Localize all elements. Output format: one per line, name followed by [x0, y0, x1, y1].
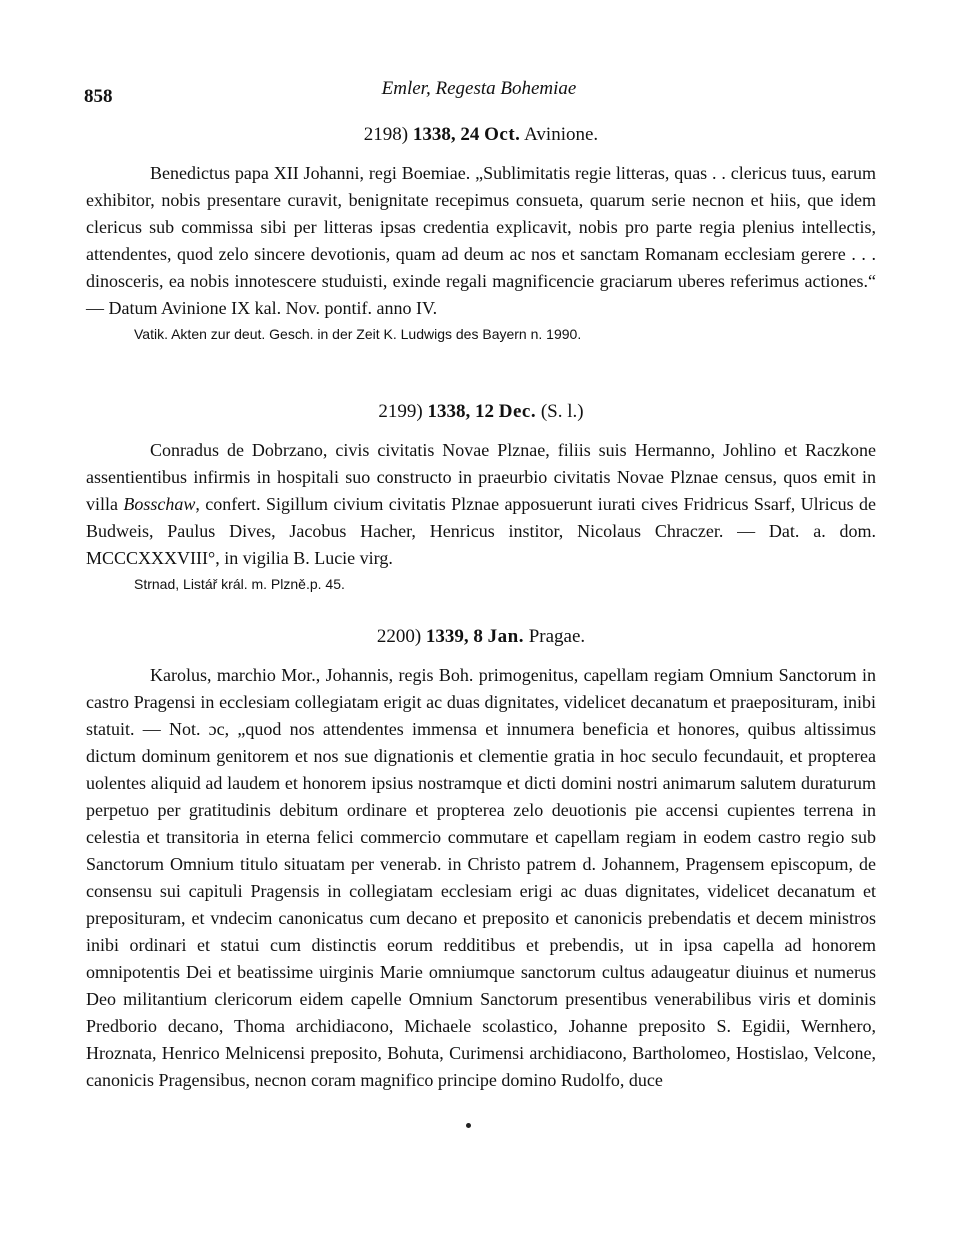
- entry-date: 1338, 24: [412, 124, 480, 145]
- entry-text-italic: Bosschaw: [123, 494, 196, 514]
- entry-place: Avinione.: [524, 124, 599, 145]
- entry-month: Dec.: [498, 401, 537, 422]
- entry-source: Vatik. Akten zur deut. Gesch. in der Zeit K. Ludwigs des Bayern n. 1990.: [134, 326, 582, 342]
- print-speck: [466, 1123, 471, 1128]
- entry-heading: [86, 626, 876, 648]
- entry-month: Oct.: [484, 124, 521, 145]
- entry-month: Jan.: [487, 626, 524, 647]
- entry-text: Benedictus papa XII Johanni, regi Boemiae. „Sublimitatis regie litteras, quas . . clericus tuus, earum exhibitor, nobis presentare curavit, benignitate recepimus consueta, quarum serie necnon et hiis, que idem clericus sub commissa sibi per litteras ipsas credentia explicavit, nobis pro parte regia plenius intellectis, attendentes, quod zelo sincere devotionis, quam ad deum ac nos et sanctam Romanam ecclesiam gerere . . . dinosceris, ea nobis innotescere studuisti, exinde regali magnificencie graciarum uberes referimus actiones.“ — Datum Avinione IX kal. Nov. pontif. anno IV.: [86, 163, 876, 318]
- entry-text: Karolus, marchio Mor., Johannis, regis Boh. primogenitus, capellam regiam Omnium Sanctorum in castro Pragensi in ecclesiam collegiatam erigit ac duas dignitates, videlicet decanatum et praeposituram, inibi statuit. — Not. ɔc, „quod nos attendentes immensa et innumera beneficia et honores, quibus altissimus dictum dominum genitorem et nos sue dignationis et clementie gratia in hoc seculo fecundauit, et propterea uolentes aliquid ad laudem et honorem ipsius nostramque et dicti domini nostri animarum salutem duraturum perpetuo per gratitudinis debitum ordinare et propterea zelo deuotionis pie accensi cupientes terrena in celestia et transitoria in eterna felici commercio commutare et capellam regiam in eodem castro regio sub Sanctorum Omnium titulo situatam per venerab. in Christo patrem d. Johannem, Pragensem episcopum, de consensu sui capituli Pragensis in collegiatam ecclesiam erigi ac duas dignitates, videlicet decanatum et preposituram, et vndecim canonicatus cum decano et preposito et canonicis prebendatis et decem ministros inibi ordinari et statui cum distinctis eorum redditibus et prebendis, ut in ipsa capella ad honorem omnipotentis Dei et beatissime uirginis Marie omniumque sanctorum cultus adaugeatur diuinus et numerus Deo militantium clericorum eidem capelle Omnium Sanctorum presentibus venerabilibus viris et dominis Predborio decano, Thoma archidiacono, Michaele scolastico, Johanne preposito S. Egidii, Wernhero, Hroznata, Henrico Melnicensi preposito, Bohuta, Curimensi archidiacono, Bartholomeo, Hostislao, Velcone, canonicis Pragensibus, necnon coram magnifico principe domino Rudolfo, duce: [86, 665, 876, 1090]
- entry-number: 2200): [376, 626, 422, 647]
- entry-place: (S. l.): [540, 401, 584, 422]
- regest-entry-2200: [86, 626, 876, 1094]
- entry-place: Pragae.: [528, 626, 586, 647]
- regest-entry-2199: [86, 401, 876, 594]
- entry-number: 2198): [363, 124, 409, 145]
- regest-entry-2198: [86, 124, 876, 344]
- entry-text-part: Conradus de Dobrzano, civis civitatis Novae Plznae, filiis suis Hermanno, Johlino et Raczkone assentientibus infirmis in hospitali suo constructo in praeurbio civitatis Novae Plznae census, quos emit in villa: [86, 440, 876, 514]
- entry-number: 2199): [378, 401, 423, 422]
- running-title: Emler, Regesta Bohemiae: [381, 78, 577, 99]
- entry-text-part: , confert. Sigillum civium civitatis Plznae apposuerunt iurati cives Fridricus Ssarf, Ulricus de Budweis, Paulus Dives, Jacobus Hacher, Henricus institor, Nicolaus Chraczer. — Dat. a. dom. MCCCXXXVIII°, in vigilia B. Lucie virg.: [86, 494, 877, 568]
- entry-date: 1338, 12: [427, 401, 494, 422]
- entry-date: 1339, 8: [425, 626, 483, 647]
- page-number: 858: [84, 86, 113, 107]
- entry-text: [86, 437, 876, 572]
- entry-source: Strnad, Listář král. m. Plzně.p. 45.: [134, 576, 345, 592]
- entry-heading: [86, 124, 876, 146]
- page-header: [84, 78, 874, 107]
- entry-heading: [86, 401, 876, 423]
